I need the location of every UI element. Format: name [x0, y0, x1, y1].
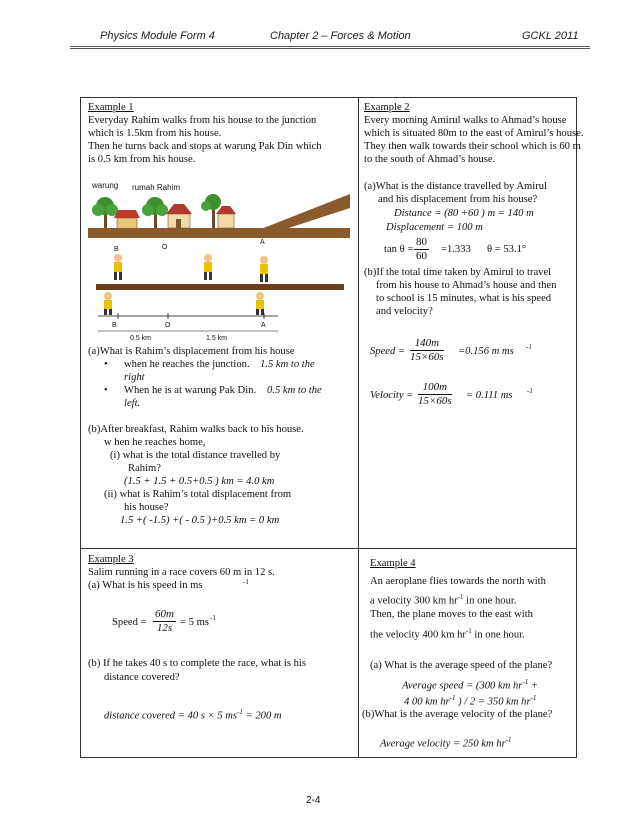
ex1-question-a: (a)What is Rahim’s displacement from his house: [88, 346, 295, 357]
ex4-l4-exp: -1: [465, 627, 472, 635]
ex2-line: to the south of Ahmad’s house.: [364, 154, 496, 165]
ex4-avs1-tail: +: [528, 680, 539, 692]
ex4-l2-exp: -1: [457, 593, 464, 601]
ex2-speed-exp: -1: [526, 343, 532, 351]
speed-numerator: 140m: [410, 337, 444, 351]
ex4-avg-velocity: [380, 734, 512, 751]
ex4-line: [370, 625, 525, 642]
ex4-avs1-exp: -1: [522, 678, 529, 686]
ex1-a2: When he is at warung Pak Din.: [124, 385, 257, 396]
ex2-question-b: (b)If the total time taken by Amirul to travel: [364, 267, 552, 278]
header-chapter: Chapter 2 – Forces & Motion: [270, 30, 411, 42]
ex4-l2: a velocity 300 km hr: [370, 595, 458, 607]
bullet-icon: •: [104, 385, 108, 396]
ex2-velocity-exp: -1: [527, 387, 533, 395]
ex2-tan-lhs: tan θ =: [384, 244, 414, 255]
ex3-denominator: 12s: [156, 622, 173, 634]
ex2-qb-line: to school is 15 minutes, what is his speed: [376, 293, 552, 304]
ex1-a1-answer: 1.5 km to the: [260, 359, 315, 370]
ex3-question-a: (a) What is his speed in ms: [88, 580, 203, 591]
point-b-top: B: [114, 246, 119, 253]
ex3-answer-text: distance covered = 40 s × 5 ms: [104, 710, 238, 722]
warung-label: warung: [92, 181, 119, 190]
ex2-line: which is situated 80m to the east of Amirul’s house.: [364, 128, 584, 139]
ex1-qb-line: his house?: [124, 502, 169, 513]
column-divider: [358, 97, 359, 758]
ex2-tan-fraction: [414, 236, 429, 263]
walking-boy-icon: [260, 256, 268, 282]
tan-denominator: 60: [416, 250, 427, 262]
speed-denominator: 15×60s: [410, 351, 444, 363]
ex1-a1: when he reaches the junction.: [124, 359, 250, 370]
ex1-title: Example 1: [88, 102, 134, 113]
walking-boy-icon: [114, 254, 122, 280]
point-a-top: A: [260, 239, 265, 246]
ex1-line: Everyday Rahim walks from his house to the junction: [88, 115, 317, 126]
header-rule: [70, 46, 590, 47]
ex4-avg-speed-2: [404, 692, 536, 709]
ex1-line: which is 1.5km from his house.: [88, 128, 222, 139]
ex2-velocity-lhs: Velocity =: [370, 390, 414, 401]
rumah-label: rumah Rahim: [132, 183, 181, 192]
house-icon: [216, 206, 236, 228]
ex3-qb-line: distance covered?: [104, 672, 180, 683]
ex3-answer-exp: -1: [237, 708, 243, 716]
ex4-l4-tail: in one hour.: [471, 629, 525, 641]
ex4-l4: the velocity 400 km hr: [370, 629, 466, 641]
dim-1-5km: 1.5 km: [206, 335, 228, 342]
tree-icon: [92, 197, 118, 230]
ex1-line: Then he turns back and stops at warung Pak Din which: [88, 141, 322, 152]
ex3-numerator: 60m: [155, 608, 174, 620]
ex2-velocity-fraction: [418, 381, 452, 408]
ex4-avv-exp: -1: [505, 736, 512, 744]
ex2-qb-line: from his house to Ahmad’s house and then: [376, 280, 557, 291]
ex1-qb-answer: (1.5 + 1.5 + 0.5+0.5 ) km = 4.0 km: [124, 476, 275, 487]
ex2-qb-line: and velocity?: [376, 306, 433, 317]
header-rule-2: [70, 48, 590, 49]
point-a: A: [261, 322, 266, 329]
point-o-top: O: [162, 244, 168, 251]
ex2-speed-lhs: Speed =: [370, 346, 406, 357]
ex1-figure: [88, 180, 350, 342]
ex3-qa-exp: -1: [243, 578, 249, 586]
road: [88, 228, 350, 238]
path-bar: [96, 284, 344, 290]
ex1-qb-line: (ii) what is Rahim’s total displacement from: [104, 489, 292, 500]
point-b: B: [112, 322, 117, 329]
ex2-tan-result: =1.333: [441, 244, 471, 255]
ex3-title: Example 3: [88, 554, 134, 565]
ex4-question-b: (b)What is the average velocity of the plane?: [362, 709, 553, 720]
tan-numerator: 80: [416, 236, 427, 248]
ex1-qb-line: Rahim?: [128, 463, 161, 474]
ex2-speed-result: =0.156 m ms: [458, 346, 514, 357]
ex2-displacement: Displacement = 100 m: [386, 222, 483, 233]
ex3-line: Salim running in a race covers 60 m in 12 s.: [88, 567, 275, 578]
ex3-speed-result: = 5 ms: [180, 617, 209, 628]
ex4-l2-tail: in one hour.: [463, 595, 517, 607]
ex2-line: They then walk towards their school which is 60 m: [364, 141, 581, 152]
ex1-qb-line: (i) what is the total distance travelled by: [110, 450, 281, 461]
ex2-question-a: (a)What is the distance travelled by Amirul: [364, 181, 547, 192]
tree-icon: [142, 197, 168, 230]
velocity-numerator: 100m: [418, 381, 452, 395]
header-module: Physics Module Form 4: [100, 30, 215, 42]
ex1-question-b: (b)After breakfast, Rahim walks back to his house.: [88, 424, 304, 435]
ex2-line: Every morning Amirul walks to Ahmad’s house: [364, 115, 567, 126]
page-number: 2-4: [306, 795, 321, 806]
ex3-speed-exp: -1: [210, 614, 216, 622]
ex1-qb-line: w hen he reaches home,: [104, 437, 206, 448]
ex4-line: [370, 591, 517, 608]
ex3-answer: [104, 706, 282, 723]
ex4-line: Then, the plane moves to the east with: [370, 609, 533, 620]
ex2-speed-fraction: [410, 337, 444, 364]
ex1-a1-answer-2: right: [124, 372, 145, 383]
ex4-avs1: Average speed = (300 km hr: [402, 680, 523, 692]
walking-boy-icon: [104, 292, 112, 315]
walking-boy-icon: [256, 292, 264, 315]
walking-boy-icon: [204, 254, 212, 280]
ex4-title: Example 4: [370, 558, 416, 569]
point-o: O: [165, 322, 171, 329]
velocity-denominator: 15×60s: [418, 395, 452, 407]
ex2-theta: θ = 53.1°: [487, 244, 527, 255]
ex1-a2-answer: 0.5 km to the: [267, 385, 322, 396]
ex3-question-b: (b) If he takes 40 s to complete the race, what is his: [88, 658, 306, 669]
ex2-qa-line: and his displacement from his house?: [378, 194, 538, 205]
ex4-avs2-exp2: -1: [530, 694, 537, 702]
ex4-avs2-tail: ) / 2 = 350 km hr: [455, 696, 531, 708]
ex3-speed-fraction: [153, 608, 176, 635]
ex4-question-a: (a) What is the average speed of the plane?: [370, 660, 553, 671]
ex3-speed-lhs: Speed =: [112, 617, 147, 628]
house-icon: [166, 204, 192, 228]
row-divider: [80, 548, 577, 549]
dim-0-5km: 0.5 km: [130, 335, 152, 342]
warung-stall-icon: [114, 210, 140, 230]
ex1-a2-answer-2: left.: [124, 398, 141, 409]
ex4-avg-speed-1: [402, 676, 538, 693]
ex4-line: An aeroplane flies towards the north with: [370, 576, 546, 587]
ex2-velocity-result: = 0.111 ms: [466, 390, 513, 401]
ex2-title: Example 2: [364, 102, 410, 113]
header-school: GCKL 2011: [522, 30, 579, 42]
ex4-avs2-exp: -1: [449, 694, 456, 702]
ex4-avv: Average velocity = 250 km hr: [380, 738, 506, 750]
ex1-qb-answer: 1.5 +( -1.5) +( - 0.5 )+0.5 km = 0 km: [120, 515, 280, 526]
ex4-avs2: 4 00 km hr: [404, 696, 450, 708]
ex1-line: is 0.5 km from his house.: [88, 154, 196, 165]
ex2-distance: Distance = (80 +60 ) m = 140 m: [394, 208, 534, 219]
bullet-icon: •: [104, 359, 108, 370]
ex3-answer-tail: = 200 m: [242, 710, 282, 722]
